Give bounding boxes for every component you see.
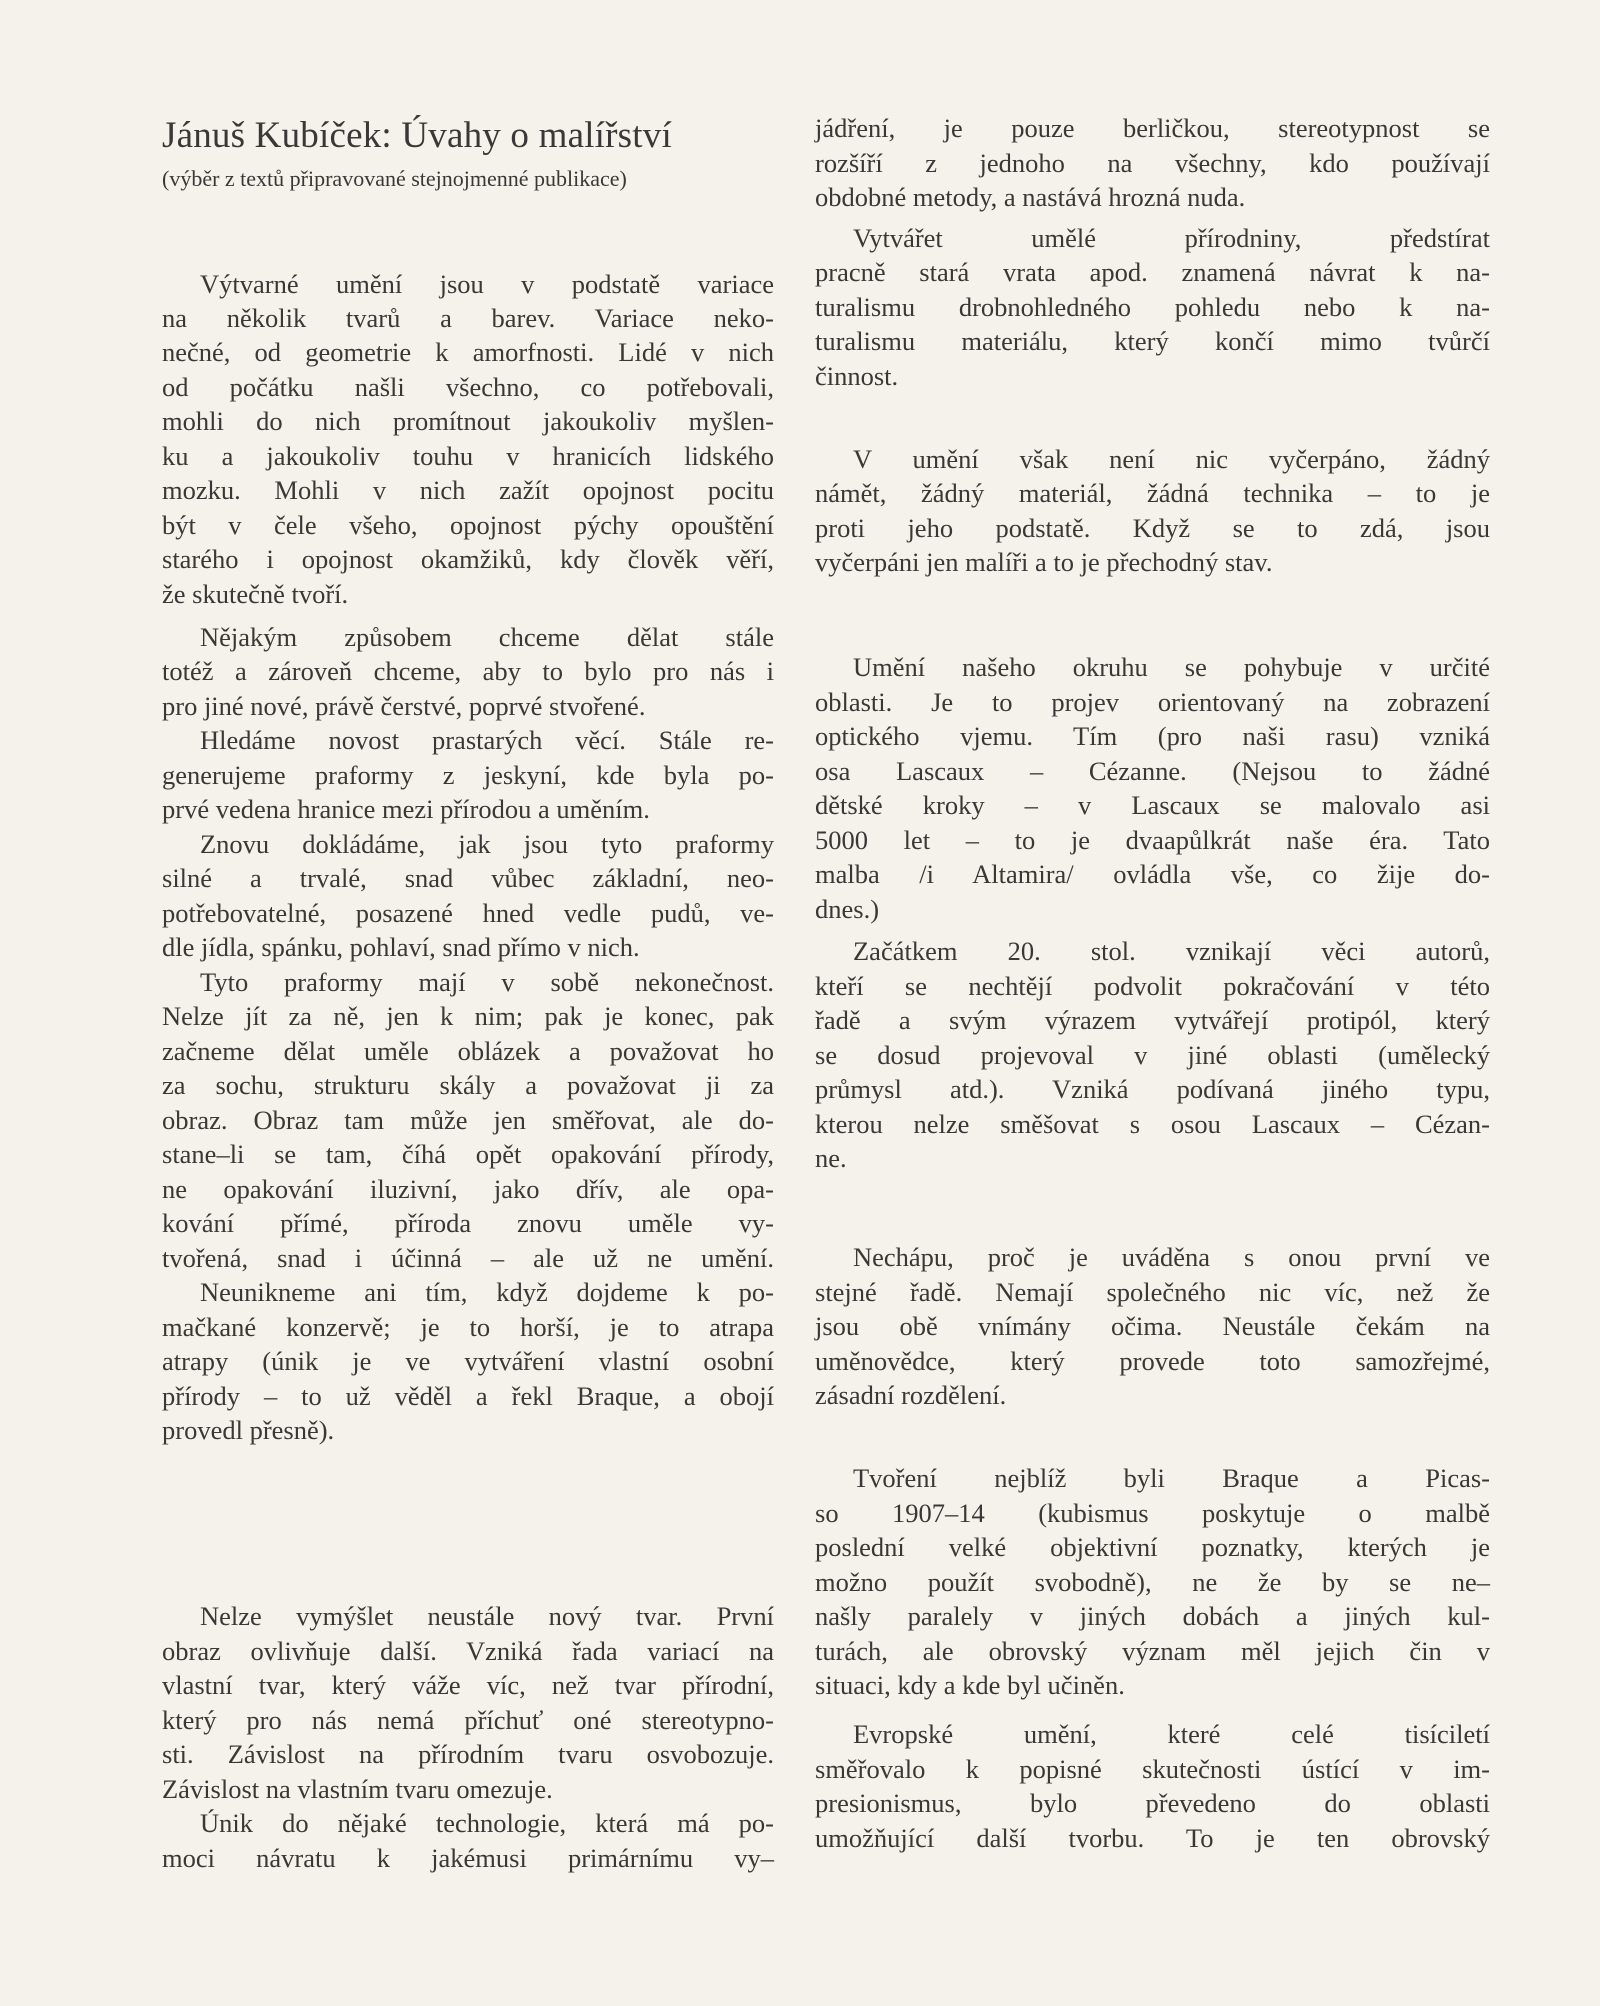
right-text-line: oblasti. Je to projev orientovaný na zobrazení <box>815 687 1490 717</box>
left-text-line: provedl přesně). <box>162 1415 335 1445</box>
left-text-line: dle jídla, spánku, pohlaví, snad přímo v nich. <box>162 932 640 962</box>
left-text-line: Nelze jít za ně, jen k nim; pak je konec, pak <box>162 1001 774 1031</box>
right-text-line: činnost. <box>815 361 899 391</box>
right-text-line: Umění našeho okruhu se pohybuje v určité <box>853 652 1490 682</box>
left-text-line: Únik do nějaké technologie, která má po- <box>200 1808 774 1838</box>
left-text-line: že skutečně tvoří. <box>162 579 349 609</box>
right-text-line: vyčerpáni jen malíři a to je přechodný stav. <box>815 547 1273 577</box>
right-text-line: presionismus, bylo převedeno do oblasti <box>815 1788 1490 1818</box>
right-text-line: se dosud projevoval v jiné oblasti (umělecký <box>815 1040 1490 1070</box>
left-text-line: atrapy (únik je ve vytváření vlastní osobní <box>162 1346 774 1376</box>
left-text-line: na několik tvarů a barev. Variace neko- <box>162 303 774 333</box>
right-text-line: situaci, kdy a kde byl učiněn. <box>815 1670 1125 1700</box>
left-text-line: který pro nás nemá příchuť oné stereotypno- <box>162 1705 774 1735</box>
left-text-line: za sochu, strukturu skály a považovat ji za <box>162 1070 774 1100</box>
right-text-line: dnes.) <box>815 894 880 924</box>
left-text-line: být v čele všeho, opojnost pýchy opouštění <box>162 510 774 540</box>
left-text-line: Závislost na vlastním tvaru omezuje. <box>162 1774 553 1804</box>
article-title: Jánuš Kubíček: Úvahy o malířství <box>162 115 672 156</box>
left-text-line: vlastní tvar, který váže víc, než tvar přírodní, <box>162 1670 774 1700</box>
right-text-line: turách, ale obrovský význam měl jejich čin v <box>815 1636 1490 1666</box>
right-text-line: Vytvářet umělé přírodniny, předstírat <box>853 223 1490 253</box>
right-text-line: stejné řadě. Nemají společného nic víc, než že <box>815 1277 1490 1307</box>
right-text-line: Evropské umění, které celé tisíciletí <box>853 1719 1490 1749</box>
article-subtitle: (výběr z textů připravované stejnojmenné publikace) <box>162 166 627 191</box>
left-text-line: Znovu dokládáme, jak jsou tyto praformy <box>200 829 774 859</box>
right-text-line: rozšíří z jednoho na všechny, kdo používají <box>815 148 1490 178</box>
right-text-line: umožňující další tvorbu. To je ten obrovský <box>815 1823 1490 1853</box>
left-text-line: tvořená, snad i účinná – ale už ne umění. <box>162 1243 774 1273</box>
left-text-line: sti. Závislost na přírodním tvaru osvobozuje. <box>162 1739 774 1769</box>
right-text-line: obdobné metody, a nastává hrozná nuda. <box>815 182 1246 212</box>
left-text-line: mačkané konzervě; je to horší, je to atrapa <box>162 1312 774 1342</box>
left-text-line: Neunikneme ani tím, když dojdeme k po- <box>200 1277 774 1307</box>
left-text-line: Hledáme novost prastarých věcí. Stále re- <box>200 725 774 755</box>
left-text-line: přírody – to už věděl a řekl Braque, a obojí <box>162 1381 774 1411</box>
right-text-line: optického vjemu. Tím (pro naši rasu) vzniká <box>815 721 1490 751</box>
right-text-line: turalismu drobnohledného pohledu nebo k na- <box>815 292 1490 322</box>
right-text-line: námět, žádný materiál, žádná technika – to je <box>815 478 1490 508</box>
right-text-line: Nechápu, proč je uváděna s onou první ve <box>853 1242 1490 1272</box>
left-text-line: prvé vedena hranice mezi přírodou a uměním. <box>162 794 650 824</box>
left-text-line: generujeme praformy z jeskyní, kde byla po- <box>162 760 774 790</box>
right-text-line: jádření, je pouze berličkou, stereotypnost se <box>815 113 1490 143</box>
left-text-line: Nelze vymýšlet neustále nový tvar. První <box>200 1601 774 1631</box>
right-text-line: ne. <box>815 1143 847 1173</box>
left-text-line: Nějakým způsobem chceme dělat stále <box>200 622 774 652</box>
right-text-line: možno použít svobodně), ne že by se ne– <box>815 1567 1490 1597</box>
left-text-line: nečné, od geometrie k amorfnosti. Lidé v nich <box>162 337 774 367</box>
left-text-line: Tyto praformy mají v sobě nekonečnost. <box>200 967 774 997</box>
left-text-line: ku a jakoukoliv touhu v hranicích lidského <box>162 441 774 471</box>
left-text-line: silné a trvalé, snad vůbec základní, neo- <box>162 863 774 893</box>
left-text-line: mohli do nich promítnout jakoukoliv myšlen- <box>162 406 774 436</box>
right-text-line: našly paralely v jiných dobách a jiných kul- <box>815 1601 1490 1631</box>
left-text-line: obraz ovlivňuje další. Vzniká řada variací na <box>162 1636 774 1666</box>
left-text-line: Výtvarné umění jsou v podstatě variace <box>200 269 774 299</box>
right-text-line: Tvoření nejblíž byli Braque a Picas- <box>853 1463 1490 1493</box>
left-text-line: pro jiné nové, právě čerstvé, poprvé stvořené. <box>162 691 646 721</box>
right-text-line: turalismu materiálu, který končí mimo tvůrčí <box>815 326 1490 356</box>
left-text-line: začneme dělat uměle oblázek a považovat ho <box>162 1036 774 1066</box>
left-text-line: obraz. Obraz tam může jen směřovat, ale do- <box>162 1105 774 1135</box>
left-text-line: od počátku našli všechno, co potřebovali, <box>162 372 774 402</box>
left-text-line: kování přímé, příroda znovu uměle vy- <box>162 1208 774 1238</box>
right-text-line: so 1907–14 (kubismus poskytuje o malbě <box>815 1498 1490 1528</box>
right-text-line: osa Lascaux – Cézanne. (Nejsou to žádné <box>815 756 1490 786</box>
left-text-line: starého i opojnost okamžiků, kdy člověk věří, <box>162 544 774 574</box>
right-text-line: V umění však není nic vyčerpáno, žádný <box>853 444 1490 474</box>
right-text-line: směřovalo k popisné skutečnosti ústící v im- <box>815 1754 1490 1784</box>
right-text-line: malba /i Altamira/ ovládla vše, co žije do- <box>815 859 1490 889</box>
right-text-line: jsou obě vnímány očima. Neustále čekám na <box>815 1311 1490 1341</box>
right-text-line: proti jeho podstatě. Když se to zdá, jsou <box>815 513 1490 543</box>
left-text-line: ne opakování iluzivní, jako dřív, ale opa- <box>162 1174 774 1204</box>
right-text-line: kterou nelze směšovat s osou Lascaux – Cézan- <box>815 1109 1490 1139</box>
right-text-line: Začátkem 20. stol. vznikají věci autorů, <box>853 936 1490 966</box>
right-text-line: řadě a svým výrazem vytvářejí protipól, který <box>815 1005 1490 1035</box>
right-text-line: pracně stará vrata apod. znamená návrat k na- <box>815 257 1490 287</box>
left-text-line: mozku. Mohli v nich zažít opojnost pocitu <box>162 475 774 505</box>
right-text-line: 5000 let – to je dvaapůlkrát naše éra. Tato <box>815 825 1490 855</box>
right-text-line: poslední velké objektivní poznatky, kterých je <box>815 1532 1490 1562</box>
right-text-line: průmysl atd.). Vzniká podívaná jiného typu, <box>815 1074 1490 1104</box>
left-text-line: moci návratu k jakémusi primárnímu vy– <box>162 1843 774 1873</box>
right-text-line: dětské kroky – v Lascaux se malovalo asi <box>815 790 1490 820</box>
right-text-line: kteří se nechtějí podvolit pokračování v této <box>815 971 1490 1001</box>
left-text-line: totéž a zároveň chceme, aby to bylo pro nás i <box>162 656 774 686</box>
left-text-line: potřebovatelné, posazené hned vedle pudů, ve- <box>162 898 774 928</box>
right-text-line: zásadní rozdělení. <box>815 1380 1007 1410</box>
left-text-line: stane–li se tam, číhá opět opakování přírody, <box>162 1139 774 1169</box>
right-text-line: uměnovědce, který provede toto samozřejmé, <box>815 1346 1490 1376</box>
